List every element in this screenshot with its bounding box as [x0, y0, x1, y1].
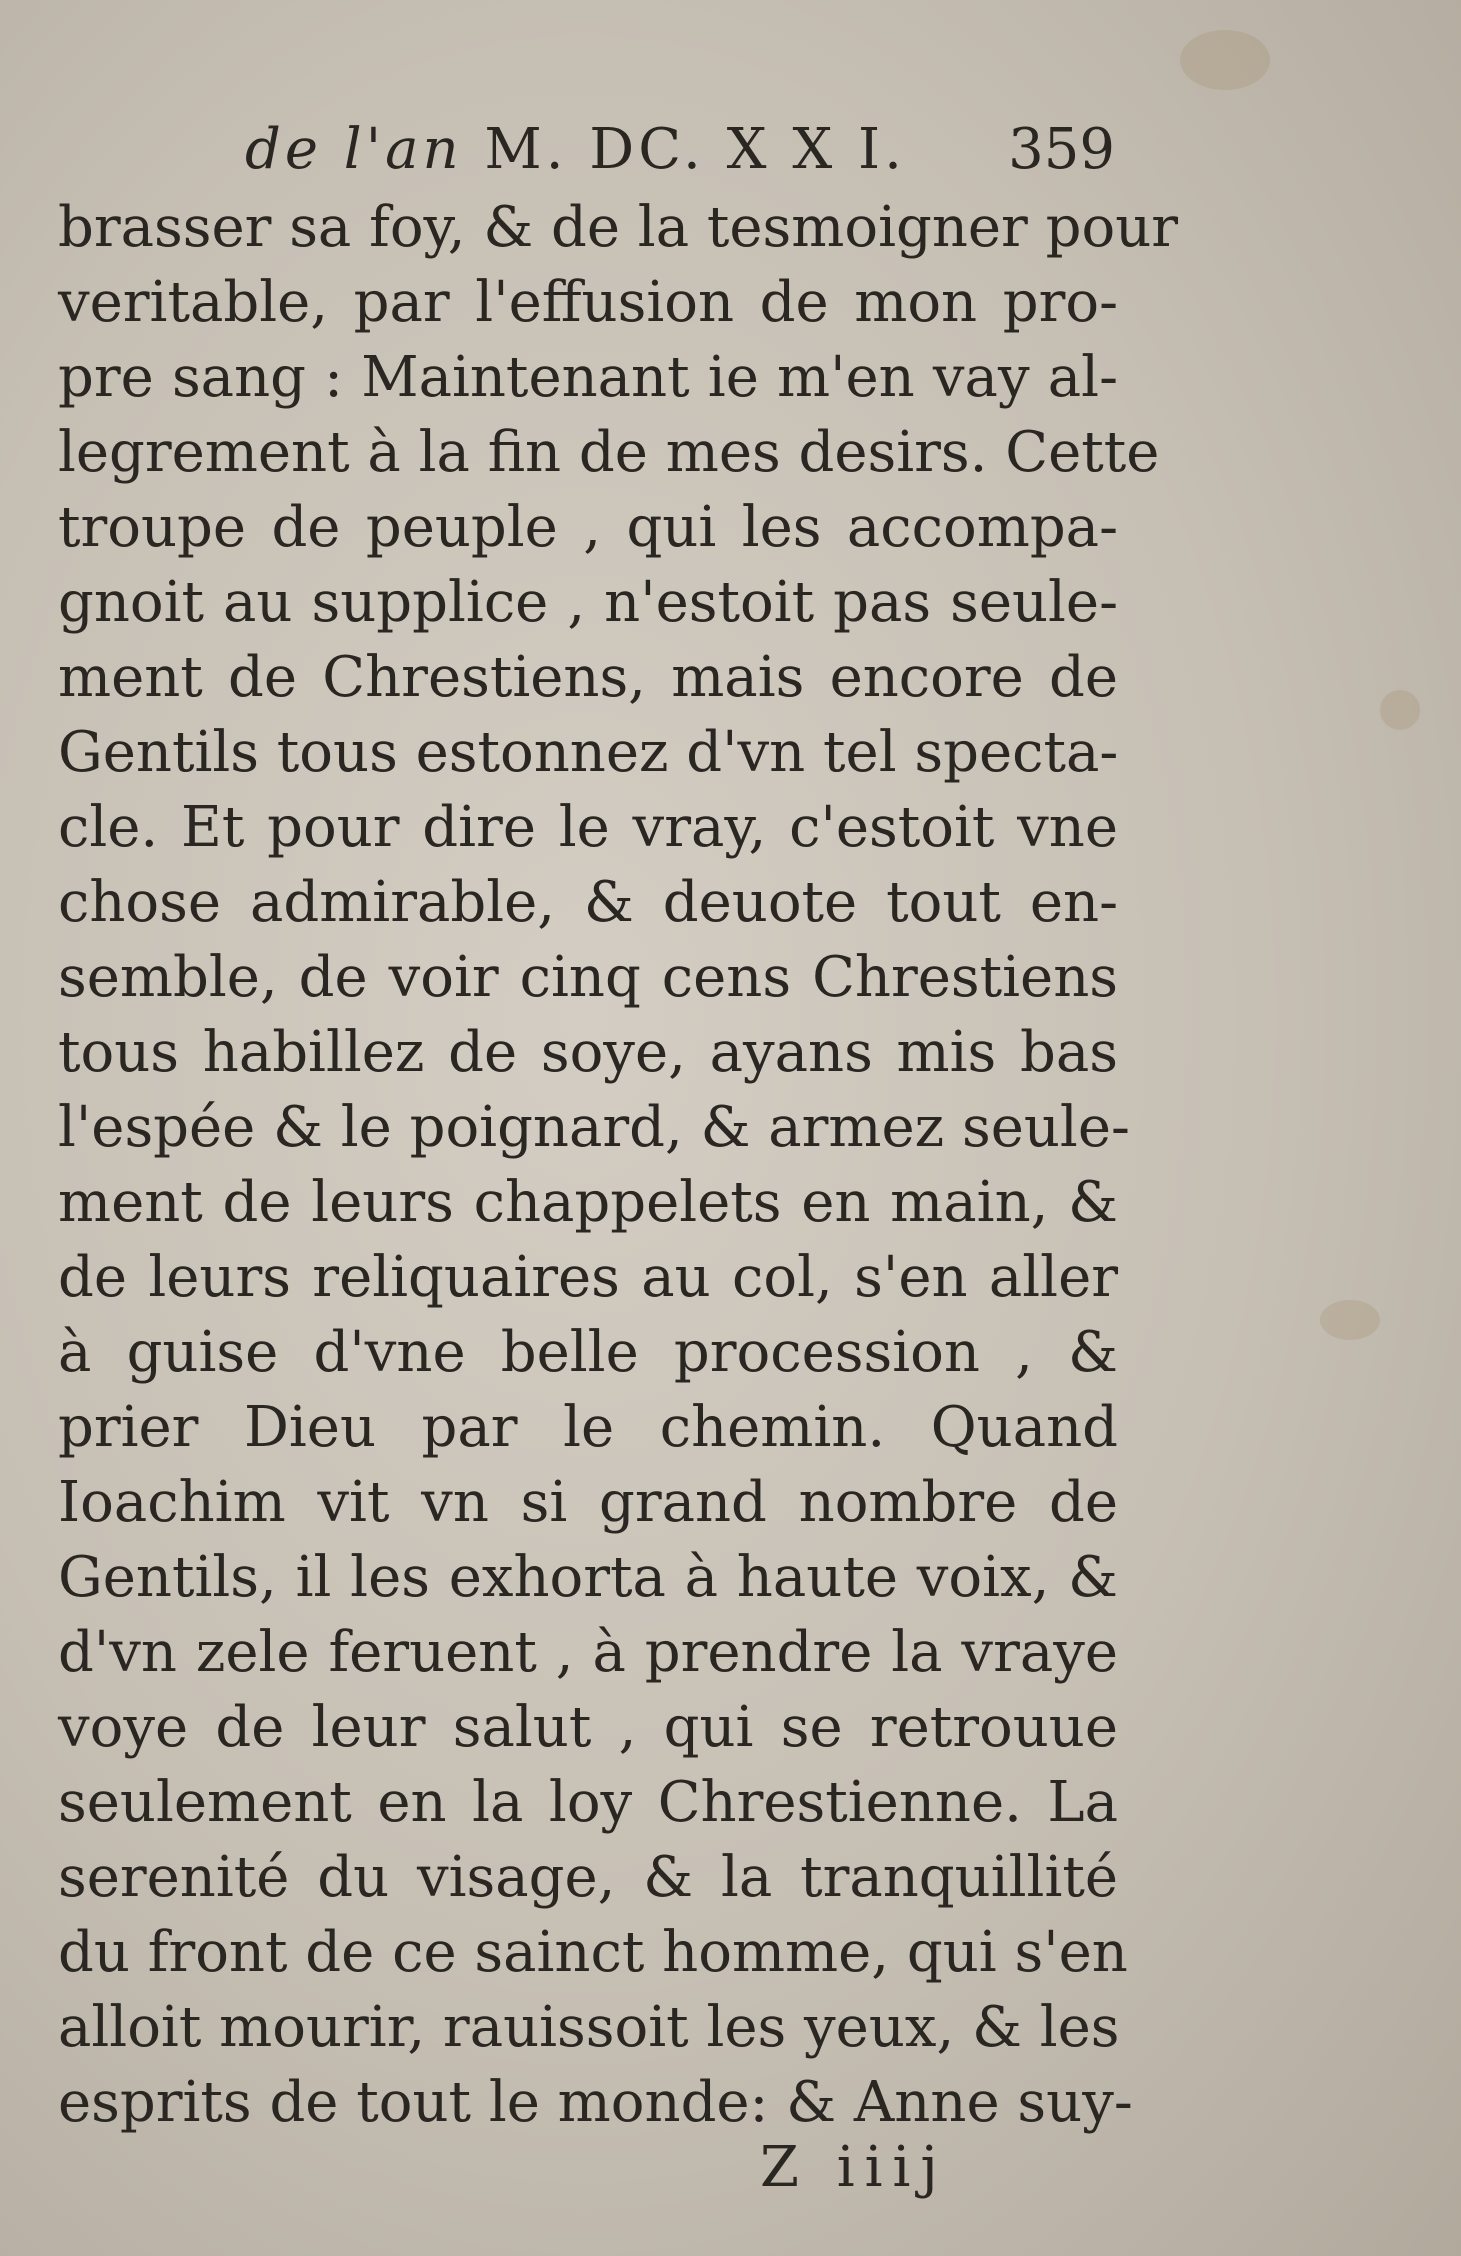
text-line: Ioachim vit vn si grand nombre de	[58, 1470, 1118, 1535]
text-line: legrement à la fin de mes desirs. Cette	[58, 420, 1160, 485]
text-line: Gentils tous estonnez d'vn tel specta-	[58, 720, 1119, 785]
text-line: tous habillez de soye, ayans mis bas	[58, 1020, 1118, 1085]
text-line: chose admirable, & deuote tout en-	[58, 870, 1118, 935]
text-line: Gentils, il les exhorta à haute voix, &	[58, 1545, 1118, 1610]
text-line: de leurs reliquaires au col, s'en aller	[58, 1245, 1118, 1310]
text-line: esprits de tout le monde: & Anne suy-	[58, 2070, 1133, 2135]
running-title-year: M. DC. X X I.	[484, 117, 906, 182]
page-number: 359	[1008, 117, 1115, 182]
paper-stain	[1320, 1300, 1380, 1340]
text-line: d'vn zele feruent , à prendre la vraye	[58, 1620, 1118, 1685]
signature-mark: Z iiij	[760, 2135, 948, 2200]
text-line: l'espée & le poignard, & armez seule-	[58, 1095, 1130, 1160]
text-line: alloit mourir, rauissoit les yeux, & les	[58, 1995, 1120, 2060]
paper-stain	[1380, 690, 1420, 730]
text-line: semble, de voir cinq cens Chrestiens	[58, 945, 1118, 1010]
paper-stain	[1180, 30, 1270, 90]
text-line: veritable, par l'effusion de mon pro-	[58, 270, 1118, 335]
body-text	[58, 190, 1179, 2140]
text-line: du front de ce sainct homme, qui s'en	[58, 1920, 1128, 1985]
text-line: brasser sa foy, & de la tesmoigner pour	[58, 195, 1179, 260]
text-line: voye de leur salut , qui se retrouue	[58, 1695, 1118, 1760]
text-line: seulement en la loy Chrestienne. La	[58, 1770, 1118, 1835]
text-line: troupe de peuple , qui les accompa-	[58, 495, 1118, 560]
text-line: ment de Chrestiens, mais encore de	[58, 645, 1118, 710]
running-title-italic: de l'an	[245, 117, 463, 182]
running-title	[245, 115, 906, 185]
text-line: pre sang : Maintenant ie m'en vay al-	[58, 345, 1118, 410]
text-line: à guise d'vne belle procession , &	[58, 1320, 1118, 1385]
text-line: serenité du visage, & la tranquillité	[58, 1845, 1118, 1910]
text-line: gnoit au supplice , n'estoit pas seule-	[58, 570, 1118, 635]
text-line: prier Dieu par le chemin. Quand	[58, 1395, 1118, 1460]
text-line: cle. Et pour dire le vray, c'estoit vne	[58, 795, 1118, 860]
running-header	[245, 115, 1115, 185]
text-line: ment de leurs chappelets en main, &	[58, 1170, 1118, 1235]
